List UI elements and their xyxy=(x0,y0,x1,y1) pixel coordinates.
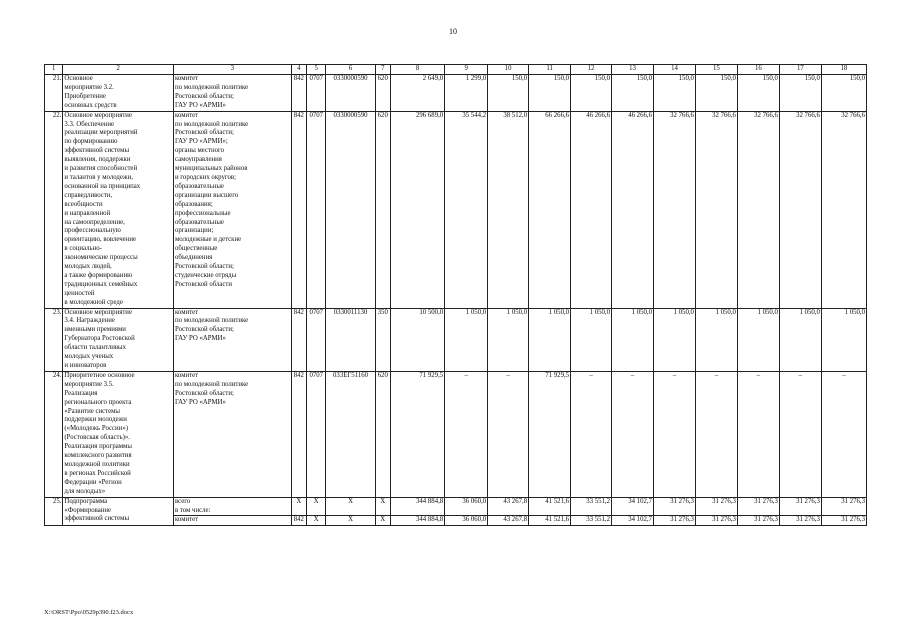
row-vr: X xyxy=(375,516,390,526)
row-name: Основное мероприятие 3.4. Награждение именными премиями Губернатора Ростовской области талантливых молодых ученых и инноваторов xyxy=(63,308,174,371)
row-value: 41 521,6 xyxy=(529,516,571,526)
row-value: 34 102,7 xyxy=(612,516,654,526)
row-executor: комитет xyxy=(173,516,291,526)
row-value: 32 766,6 xyxy=(779,111,821,308)
row-value: 150,0 xyxy=(571,75,612,112)
row-value: 31 276,3 xyxy=(779,516,821,526)
row-value: 150,0 xyxy=(695,75,737,112)
row-value: 41 521,6 xyxy=(529,497,571,516)
row-value: 31 276,3 xyxy=(737,497,779,516)
row-value: 1 050,0 xyxy=(571,308,612,371)
row-value: 32 766,6 xyxy=(695,111,737,308)
row-value: 1 050,0 xyxy=(653,308,695,371)
header-cell-9: 9 xyxy=(445,65,488,75)
row-value: 31 276,3 xyxy=(695,497,737,516)
header-cell-11: 11 xyxy=(529,65,571,75)
row-value: 1 050,0 xyxy=(612,308,654,371)
row-number: 22. xyxy=(45,111,63,308)
table-row xyxy=(45,371,867,497)
row-value: – xyxy=(445,371,488,497)
header-cell-14: 14 xyxy=(653,65,695,75)
header-cell-16: 16 xyxy=(737,65,779,75)
row-name: Приоритетное основное мероприятие 3.5. Реализация регионального проекта «Развитие системы поддержки молодежи («Молодежь России») (Ростовская область)». Реализация программы комплексного развития молодежной политики в регионах Российской Федерации «Регион для молодых» xyxy=(63,371,174,497)
row-vr: 620 xyxy=(375,75,390,112)
header-cell-8: 8 xyxy=(390,65,444,75)
row-rzpr: 0707 xyxy=(307,111,326,308)
row-value: 344 884,8 xyxy=(390,516,444,526)
row-value: 1 050,0 xyxy=(779,308,821,371)
row-csr: 0330000590 xyxy=(326,75,375,112)
row-name: Основное мероприятие 3.2. Приобретение основных средств xyxy=(63,75,174,112)
header-cell-17: 17 xyxy=(779,65,821,75)
row-value: 1 050,0 xyxy=(695,308,737,371)
row-value: 1 050,0 xyxy=(821,308,866,371)
row-value: 150,0 xyxy=(529,75,571,112)
row-value: 31 276,3 xyxy=(653,516,695,526)
header-cell-4: 4 xyxy=(291,65,306,75)
row-csr: X xyxy=(326,497,375,516)
row-rzpr: X xyxy=(307,497,326,516)
header-cell-15: 15 xyxy=(695,65,737,75)
row-name: Подпрограмма «Формирование эффективной системы xyxy=(63,497,174,526)
row-csr: X xyxy=(326,516,375,526)
row-grbs: 842 xyxy=(291,75,306,112)
row-number: 24. xyxy=(45,371,63,497)
financing-table xyxy=(44,64,867,526)
row-grbs: 842 xyxy=(291,308,306,371)
header-cell-3: 3 xyxy=(173,65,291,75)
row-value: 1 050,0 xyxy=(529,308,571,371)
row-value: – xyxy=(695,371,737,497)
row-value: 2 649,0 xyxy=(390,75,444,112)
row-value: 46 266,6 xyxy=(612,111,654,308)
row-value: 36 060,0 xyxy=(445,497,488,516)
table-row xyxy=(45,497,867,516)
row-vr: 620 xyxy=(375,371,390,497)
row-value: 31 276,3 xyxy=(653,497,695,516)
row-executor: комитет по молодежной политике Ростовской области; ГАУ РО «АРМИ» xyxy=(173,75,291,112)
row-value: 43 267,8 xyxy=(488,497,529,516)
row-csr: 0330000590 xyxy=(326,111,375,308)
header-cell-12: 12 xyxy=(571,65,612,75)
row-executor: комитет по молодежной политике Ростовской области; ГАУ РО «АРМИ» xyxy=(173,308,291,371)
row-value: 344 884,8 xyxy=(390,497,444,516)
row-value: 10 500,0 xyxy=(390,308,444,371)
row-value: 1 299,0 xyxy=(445,75,488,112)
row-value: 1 050,0 xyxy=(737,308,779,371)
row-rzpr: X xyxy=(307,516,326,526)
row-value: 31 276,3 xyxy=(821,497,866,516)
row-value: – xyxy=(612,371,654,497)
row-value: 43 267,8 xyxy=(488,516,529,526)
page-number: 10 xyxy=(449,27,457,36)
row-value: 46 266,6 xyxy=(571,111,612,308)
row-executor: комитет по молодежной политике Ростовской области; ГАУ РО «АРМИ» xyxy=(173,371,291,497)
table-row xyxy=(45,111,867,308)
row-name: Основное мероприятие 3.3. Обеспечение реализации мероприятий по формированию эффективной системы выявления, поддержки и развития способностей и талантов у молодежи, основанной на принципах справедливости, всеобщности и направленной на самоопределение, профессиональную ориентацию, вовлечение в социально- экономические процессы молодых людей, а также формированию традиционных семейных ценностей в молодежной среде xyxy=(63,111,174,308)
row-number: 23. xyxy=(45,308,63,371)
header-cell-6: 6 xyxy=(326,65,375,75)
row-value: 31 276,3 xyxy=(737,516,779,526)
row-value: 71 929,5 xyxy=(390,371,444,497)
row-value: 1 050,0 xyxy=(488,308,529,371)
row-grbs: 842 xyxy=(291,111,306,308)
row-vr: X xyxy=(375,497,390,516)
row-value: 31 276,3 xyxy=(821,516,866,526)
row-value: 33 551,2 xyxy=(571,516,612,526)
row-executor: комитет по молодежной политике Ростовской области; ГАУ РО «АРМИ»; органы местного самоуправления муниципальных районов и городских округов; образовательные организации высшего образования; профессиональные образовательные организации; молодежные и детские общественные объединения Ростовской области; студенческие отряды Ростовской области xyxy=(173,111,291,308)
row-value: 150,0 xyxy=(612,75,654,112)
row-value: 34 102,7 xyxy=(612,497,654,516)
row-value: 1 050,0 xyxy=(445,308,488,371)
table-row xyxy=(45,75,867,112)
row-value: – xyxy=(571,371,612,497)
row-value: 32 766,6 xyxy=(653,111,695,308)
row-grbs: 842 xyxy=(291,516,306,526)
row-value: 71 929,5 xyxy=(529,371,571,497)
row-value: 31 276,3 xyxy=(695,516,737,526)
row-value: 150,0 xyxy=(737,75,779,112)
header-cell-5: 5 xyxy=(307,65,326,75)
header-cell-13: 13 xyxy=(612,65,654,75)
row-number: 25. xyxy=(45,497,63,526)
row-value: 38 512,0 xyxy=(488,111,529,308)
row-rzpr: 0707 xyxy=(307,308,326,371)
row-grbs: X xyxy=(291,497,306,516)
row-value: 32 766,6 xyxy=(737,111,779,308)
row-rzpr: 0707 xyxy=(307,75,326,112)
row-csr: 0330011130 xyxy=(326,308,375,371)
row-value: 150,0 xyxy=(653,75,695,112)
row-value: – xyxy=(737,371,779,497)
row-value: 31 276,3 xyxy=(779,497,821,516)
row-executor: всего в том числе: xyxy=(173,497,291,516)
row-number: 21. xyxy=(45,75,63,112)
header-cell-1: 1 xyxy=(45,65,63,75)
row-value: – xyxy=(821,371,866,497)
header-cell-10: 10 xyxy=(488,65,529,75)
row-grbs: 842 xyxy=(291,371,306,497)
row-value: 35 544,2 xyxy=(445,111,488,308)
row-value: 150,0 xyxy=(821,75,866,112)
header-cell-7: 7 xyxy=(375,65,390,75)
row-value: 32 766,6 xyxy=(821,111,866,308)
row-rzpr: 0707 xyxy=(307,371,326,497)
row-value: – xyxy=(653,371,695,497)
header-cell-18: 18 xyxy=(821,65,866,75)
row-vr: 350 xyxy=(375,308,390,371)
row-value: 296 689,0 xyxy=(390,111,444,308)
row-value: – xyxy=(488,371,529,497)
row-csr: 033ЕГ51160 xyxy=(326,371,375,497)
file-path-footer: X:\ORST\Ppo\0529p390.f23.docx xyxy=(44,609,134,616)
row-vr: 620 xyxy=(375,111,390,308)
row-value: 36 060,0 xyxy=(445,516,488,526)
row-value: 150,0 xyxy=(488,75,529,112)
header-row xyxy=(45,65,867,75)
table-row xyxy=(45,308,867,371)
row-value: – xyxy=(779,371,821,497)
row-value: 33 551,2 xyxy=(571,497,612,516)
row-value: 66 266,6 xyxy=(529,111,571,308)
row-value: 150,0 xyxy=(779,75,821,112)
header-cell-2: 2 xyxy=(63,65,174,75)
